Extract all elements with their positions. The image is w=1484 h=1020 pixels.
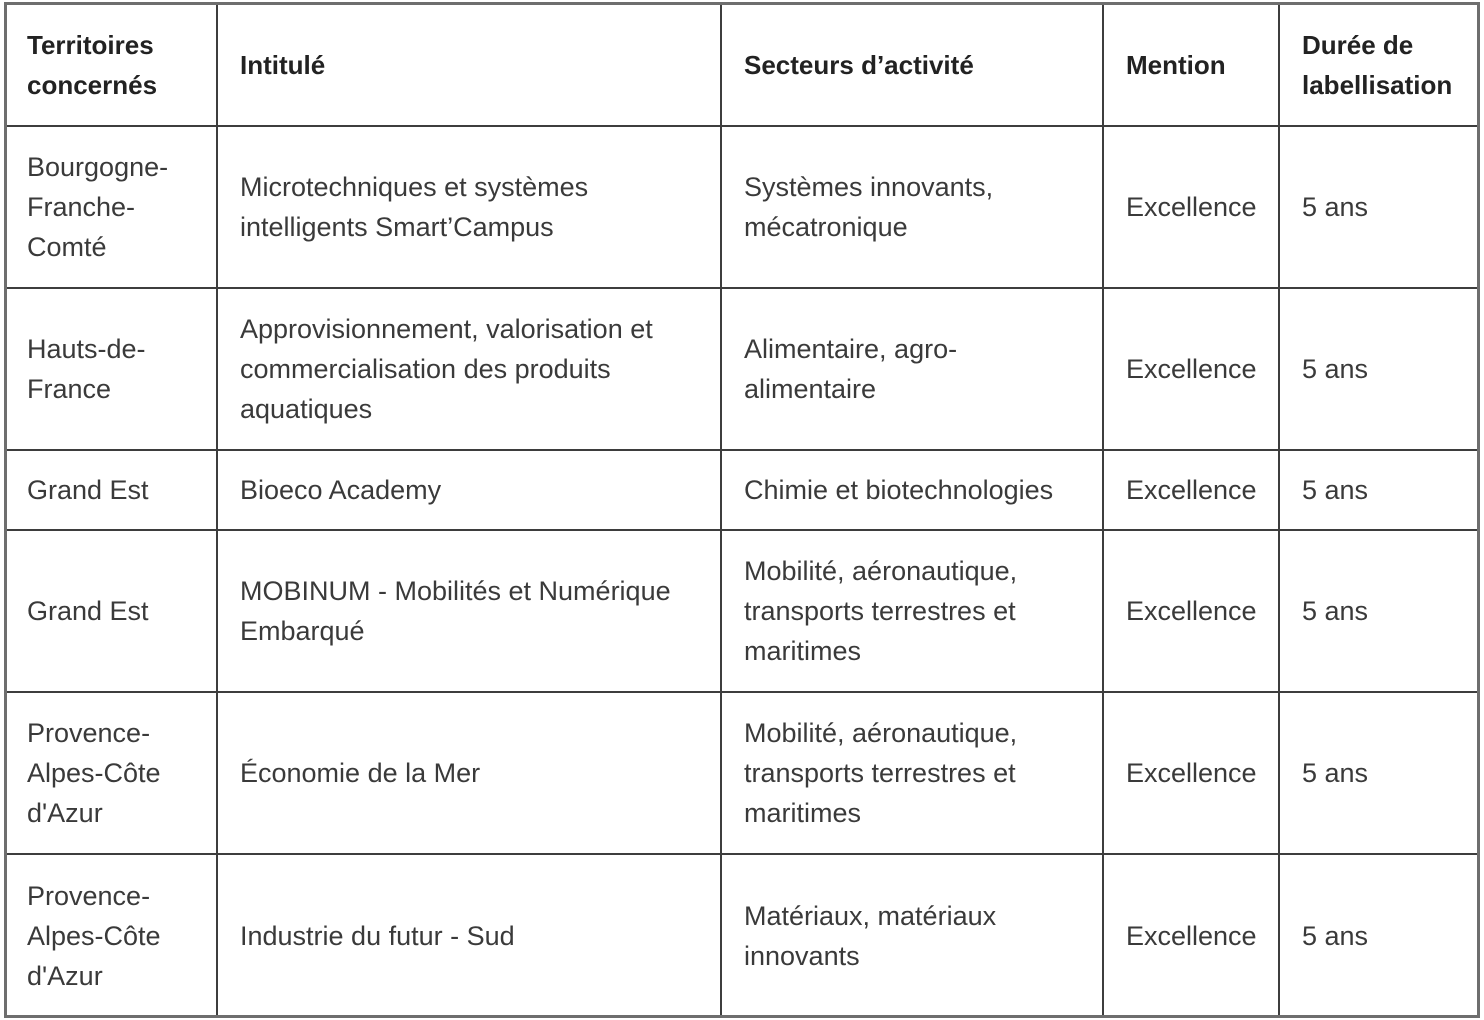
- cell-secteurs: Mobilité, aéronautique, transports terrestres et maritimes: [721, 530, 1103, 692]
- cell-duree: 5 ans: [1279, 530, 1477, 692]
- cell-mention: Excellence: [1103, 530, 1279, 692]
- cell-secteurs: Mobilité, aéronautique, transports terrestres et maritimes: [721, 692, 1103, 854]
- cell-mention: Excellence: [1103, 126, 1279, 288]
- cell-duree: 5 ans: [1279, 692, 1477, 854]
- cell-territoire: Provence-Alpes-Côte d'Azur: [7, 692, 217, 854]
- table-row: [7, 126, 1477, 288]
- cell-territoire: Provence-Alpes-Côte d'Azur: [7, 854, 217, 1016]
- header-secteurs: Secteurs d’activité: [721, 5, 1103, 126]
- cell-duree: 5 ans: [1279, 450, 1477, 530]
- cell-territoire: Grand Est: [7, 530, 217, 692]
- cell-territoire: Hauts-de-France: [7, 288, 217, 450]
- table-frame: [4, 2, 1480, 1018]
- cell-territoire: Bourgogne-Franche-Comté: [7, 126, 217, 288]
- cell-mention: Excellence: [1103, 288, 1279, 450]
- cell-intitule: Économie de la Mer: [217, 692, 721, 854]
- cell-duree: 5 ans: [1279, 854, 1477, 1016]
- header-duree: Durée de labellisation: [1279, 5, 1477, 126]
- table-row: [7, 692, 1477, 854]
- header-territoires: Territoires concernés: [7, 5, 217, 126]
- table-row: [7, 288, 1477, 450]
- cell-secteurs: Matériaux, matériaux innovants: [721, 854, 1103, 1016]
- cell-secteurs: Chimie et biotechnologies: [721, 450, 1103, 530]
- cell-duree: 5 ans: [1279, 126, 1477, 288]
- cell-secteurs: Systèmes innovants, mécatronique: [721, 126, 1103, 288]
- cell-secteurs: Alimentaire, agro-alimentaire: [721, 288, 1103, 450]
- table-row: [7, 530, 1477, 692]
- cell-intitule: Bioeco Academy: [217, 450, 721, 530]
- header-mention: Mention: [1103, 5, 1279, 126]
- labels-table: [7, 5, 1477, 1016]
- cell-territoire: Grand Est: [7, 450, 217, 530]
- cell-intitule: Approvisionnement, valorisation et commercialisation des produits aquatiques: [217, 288, 721, 450]
- cell-mention: Excellence: [1103, 692, 1279, 854]
- cell-mention: Excellence: [1103, 854, 1279, 1016]
- table-row: [7, 854, 1477, 1016]
- cell-duree: 5 ans: [1279, 288, 1477, 450]
- cell-intitule: Microtechniques et systèmes intelligents Smart’Campus: [217, 126, 721, 288]
- header-intitule: Intitulé: [217, 5, 721, 126]
- cell-mention: Excellence: [1103, 450, 1279, 530]
- cell-intitule: MOBINUM - Mobilités et Numérique Embarqué: [217, 530, 721, 692]
- table-header-row: [7, 5, 1477, 126]
- cell-intitule: Industrie du futur - Sud: [217, 854, 721, 1016]
- table-row: [7, 450, 1477, 530]
